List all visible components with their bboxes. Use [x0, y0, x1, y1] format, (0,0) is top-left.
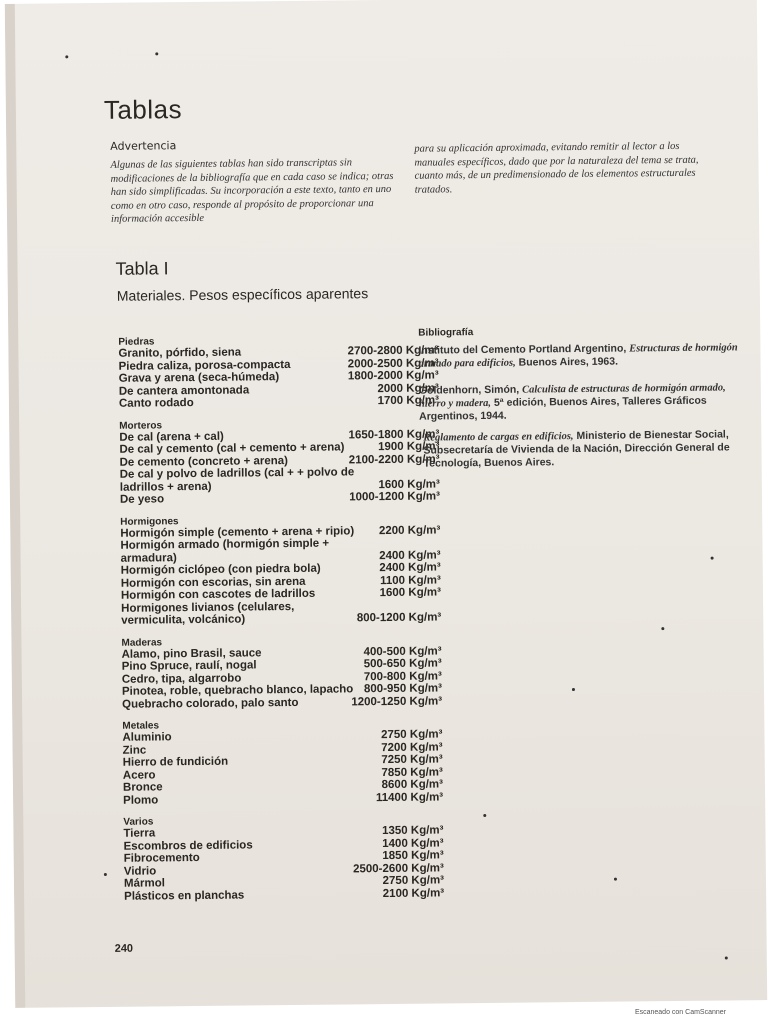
page-heading: Tablas [103, 94, 183, 125]
material-name: Hormigón con escorias, sin arena [120, 575, 306, 590]
material-name: De cantera amontonada [118, 383, 250, 398]
material-weight: 2200 Kg/m³ [378, 523, 441, 537]
material-name: Grava y arena (seca-húmeda) [118, 371, 280, 385]
material-row [121, 599, 441, 627]
material-name: Mármol [123, 877, 165, 890]
material-weight: 700-800 Kg/m³ [363, 669, 442, 683]
material-weight: 1600 Kg/m³ [378, 477, 440, 491]
material-weight: 800-950 Kg/m³ [363, 682, 443, 696]
speck [572, 688, 575, 691]
material-name: Vidrio [123, 864, 157, 878]
speck [711, 557, 714, 560]
material-name: Hormigón con cascotes de ladrillos [120, 587, 316, 602]
material-name: Hierro de fundición [122, 755, 229, 769]
material-name: Granito, pórfido, siena [118, 346, 242, 360]
speck [661, 627, 664, 630]
bibliography-entry: Goldenhorn, Simón, Calculista de estructuras de hormigón armado, hierro y madera, 5ª edición, Buenos Aires, Talleres Gráficos Argentinos, 1944. [418, 382, 726, 423]
section-title: Metales [122, 720, 160, 732]
material-name: Quebracho colorado, palo santo [122, 696, 299, 711]
speck [614, 878, 617, 881]
material-row [122, 695, 442, 711]
material-group [120, 513, 441, 627]
material-row [124, 887, 444, 903]
material-weight: 2750 Kg/m³ [381, 728, 443, 742]
material-name: De cal y cemento (cal + cemento + arena) [119, 441, 345, 456]
material-weight: 2100-2200 Kg/m³ [348, 452, 440, 466]
table-title: Tabla I [115, 258, 169, 279]
intro-text-left: Algunas de las siguientes tablas han sido transcriptas sin modificaciones de la bibliografía que en cada caso se indica; otras han sido simplificadas. Su incorporación a este texto, tanto en uno como en otro caso, responde al propósito de proporcionar una información accesible [110, 157, 394, 225]
page-edge-shadow [5, 4, 26, 1008]
material-name: Bronce [122, 781, 163, 794]
material-group [122, 717, 443, 806]
intro-text-right: para su aplicación aproximada, evitando remitir al lector a los manuales específicos, dado que por la naturaleza del tema se trata, cuanto más, de un predimensionado de los elementos estructurales tratados. [414, 140, 699, 196]
material-group [118, 333, 439, 410]
material-name: Hormigones livianos (celulares, vermiculita, volcánico) [121, 600, 295, 627]
material-weight: 8600 Kg/m³ [381, 778, 444, 792]
material-weight: 7250 Kg/m³ [381, 753, 443, 767]
section-title: Morteros [119, 419, 163, 432]
material-weight: 7850 Kg/m³ [381, 765, 443, 779]
material-weight: 1700 Kg/m³ [377, 394, 440, 408]
material-weight: 400-500 Kg/m³ [363, 644, 442, 658]
section-title: Hormigones [120, 515, 179, 528]
material-weight: 2400 Kg/m³ [379, 548, 441, 562]
material-weight: 2500-2600 Kg/m³ [352, 861, 444, 875]
material-weight: 500-650 Kg/m³ [363, 657, 442, 671]
material-row [120, 536, 440, 564]
material-weight: 800-1200 Kg/m³ [356, 611, 442, 625]
section-title: Varios [123, 816, 154, 828]
material-name: Aluminio [122, 731, 172, 744]
material-name: De cal y polvo de ladrillos (cal + + polvo de ladrillos + arena) [119, 466, 355, 494]
material-weight: 1600 Kg/m³ [379, 586, 442, 600]
material-name: Hormigón ciclópeo (con piedra bola) [120, 562, 321, 577]
material-name: Pino Spruce, raulí, nogal [121, 659, 257, 673]
material-name: Fibrocemento [123, 851, 200, 865]
warning-title: Advertencia [110, 139, 177, 153]
section-title: Maderas [121, 636, 163, 649]
section-title: Piedras [118, 336, 155, 348]
material-weight: 1650-1800 Kg/m³ [348, 427, 440, 441]
material-row [120, 465, 440, 493]
material-row [123, 791, 443, 807]
material-weight: 2000 Kg/m³ [377, 381, 439, 395]
material-name: Acero [122, 768, 156, 782]
materials-table [118, 333, 444, 912]
scanned-page [5, 0, 767, 1008]
material-name: De cal (arena + cal) [119, 430, 224, 444]
material-name: Hormigón simple (cemento + arena + ripio) [120, 524, 355, 540]
bibliography-title: Bibliografía [418, 327, 474, 339]
material-weight: 1900 Kg/m³ [378, 440, 440, 454]
speck [725, 956, 728, 959]
material-weight: 7200 Kg/m³ [381, 740, 443, 754]
material-name: De yeso [119, 493, 165, 506]
material-weight: 2750 Kg/m³ [382, 874, 445, 888]
bibliography-entry: Reglamento de cargas en edificios, Ministerio de Bienestar Social, Subsecretaría de Vivienda de la Nación, Dirección General de Tecnología, Buenos Aires. [423, 428, 730, 470]
page-number: 240 [114, 942, 134, 955]
material-group [123, 813, 444, 902]
material-weight: 2700-2800 Kg/m³ [347, 344, 439, 358]
material-name: De cemento (concreto + arena) [119, 454, 289, 469]
material-weight: 1350 Kg/m³ [382, 824, 444, 838]
material-name: Plomo [123, 793, 159, 807]
material-weight: 2000-2500 Kg/m³ [347, 356, 439, 370]
speck [155, 52, 158, 55]
material-weight: 1200-1250 Kg/m³ [351, 694, 443, 708]
material-row [119, 394, 439, 410]
bibliography-entry: Instituto del Cemento Portland Argentino, Estructuras de hormigón armado para edificios, Buenos Aires, 1963. [418, 342, 738, 370]
material-name: Alamo, pino Brasil, sauce [121, 646, 262, 661]
material-group [119, 417, 440, 506]
material-weight: 1800-2000 Kg/m³ [347, 369, 439, 383]
material-name: Zinc [122, 744, 147, 757]
speck [65, 55, 68, 58]
scanner-watermark: Escaneado con CamScanner [634, 1009, 726, 1016]
material-weight: 1000-1200 Kg/m³ [349, 490, 441, 504]
material-weight: 1100 Kg/m³ [380, 573, 441, 587]
material-name: Plásticos en planchas [124, 889, 245, 903]
material-name: Pinotea, roble, quebracho blanco, lapacho [121, 683, 354, 698]
material-name: Canto rodado [118, 397, 194, 410]
material-weight: 1400 Kg/m³ [382, 836, 444, 850]
material-name: Escombros de edificios [123, 838, 253, 853]
material-name: Tierra [123, 827, 156, 840]
table-subtitle: Materiales. Pesos específicos aparentes [116, 285, 369, 304]
material-name: Hormigón armado (hormigón simple + armadura) [120, 537, 330, 565]
speck [483, 814, 486, 817]
material-weight: 1850 Kg/m³ [382, 849, 444, 863]
material-weight: 2100 Kg/m³ [382, 886, 445, 900]
material-weight: 2400 Kg/m³ [379, 561, 441, 575]
material-name: Piedra caliza, porosa-compacta [118, 358, 291, 373]
material-name: Cedro, tipa, algarrobo [121, 672, 242, 686]
material-group [121, 634, 442, 711]
speck [104, 873, 107, 876]
material-weight: 11400 Kg/m³ [375, 790, 444, 804]
material-row [120, 490, 440, 506]
